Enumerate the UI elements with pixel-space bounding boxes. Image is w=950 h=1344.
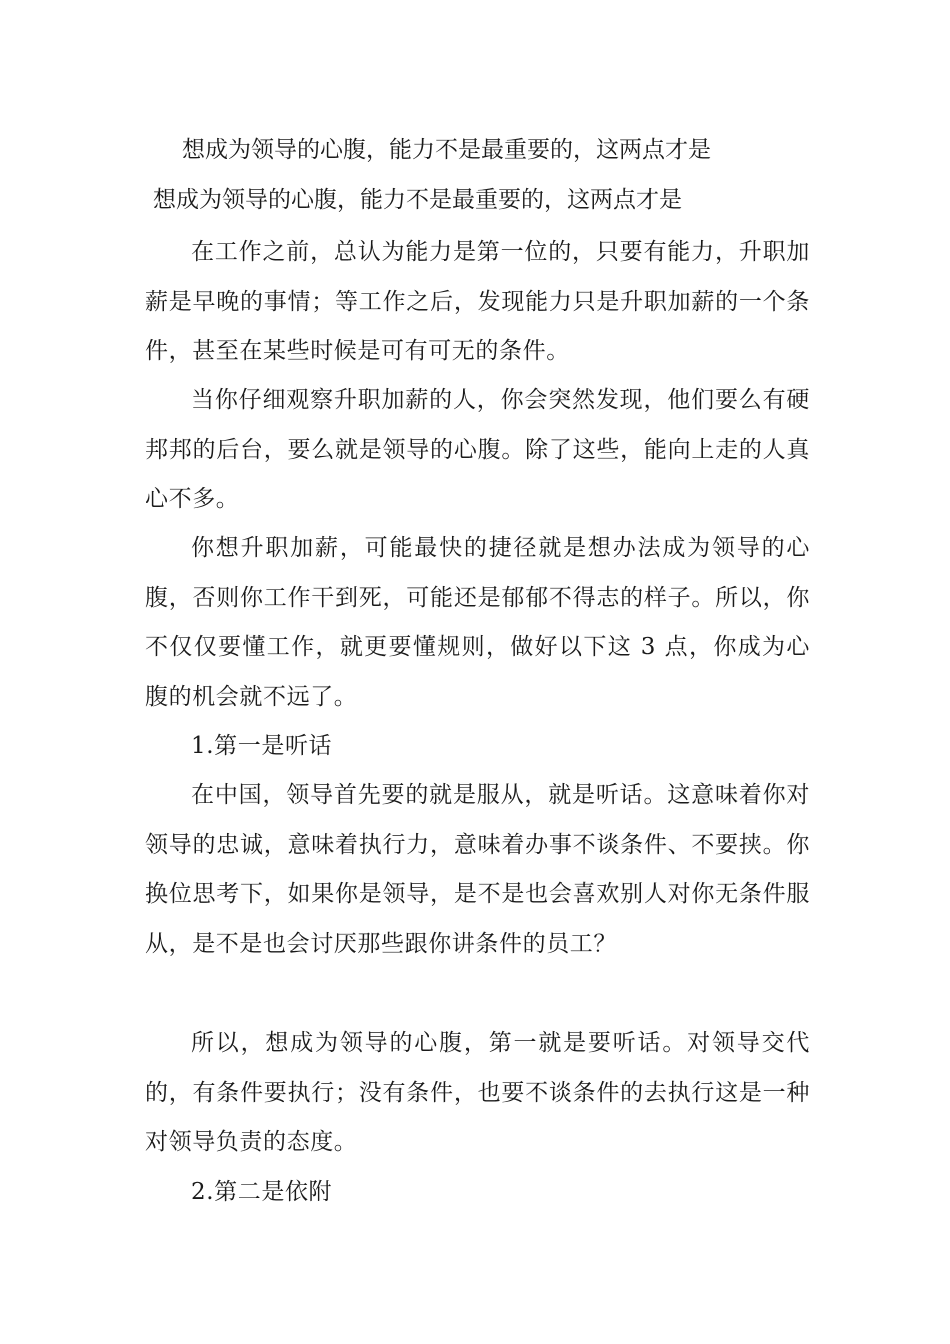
section-heading-obey: 1.第一是听话 [191, 733, 333, 759]
paragraph-intro: 在工作之前，总认为能力是第一位的，只要有能力，升职加薪是早晚的事情；等工作之后，发现能力只是升职加薪的一个条件，甚至在某些时候是可有可无的条件。 [145, 239, 810, 364]
paragraph-obey-detail: 在中国，领导首先要的就是服从，就是听话。这意味着你对领导的忠诚，意味着执行力，意味着办事不谈条件、不要挟。你换位思考下，如果你是领导，是不是也会喜欢别人对你无条件服从，是不是也会讨厌那些跟你讲条件的员工？ [145, 782, 810, 957]
section-heading-attach: 2.第二是依附 [191, 1179, 333, 1205]
document-title: 想成为领导的心腹，能力不是最重要的，这两点才是 [182, 137, 711, 163]
paragraph-shortcut: 你想升职加薪，可能最快的捷径就是想办法成为领导的心腹，否则你工作干到死，可能还是郁郁不得志的样子。所以，你不仅仅要懂工作，就更要懂规则，做好以下这 3 点，你成为心腹的机会就不远了。 [145, 535, 810, 710]
document-subtitle: 想成为领导的心腹，能力不是最重要的，这两点才是 [153, 187, 682, 213]
paragraph-observation: 当你仔细观察升职加薪的人，你会突然发现，他们要么有硬邦邦的后台，要么就是领导的心腹。除了这些，能向上走的人真心不多。 [145, 387, 810, 512]
paragraph-obey-conclusion: 所以，想成为领导的心腹，第一就是要听话。对领导交代的，有条件要执行；没有条件，也要不谈条件的去执行这是一种对领导负责的态度。 [145, 1030, 810, 1155]
